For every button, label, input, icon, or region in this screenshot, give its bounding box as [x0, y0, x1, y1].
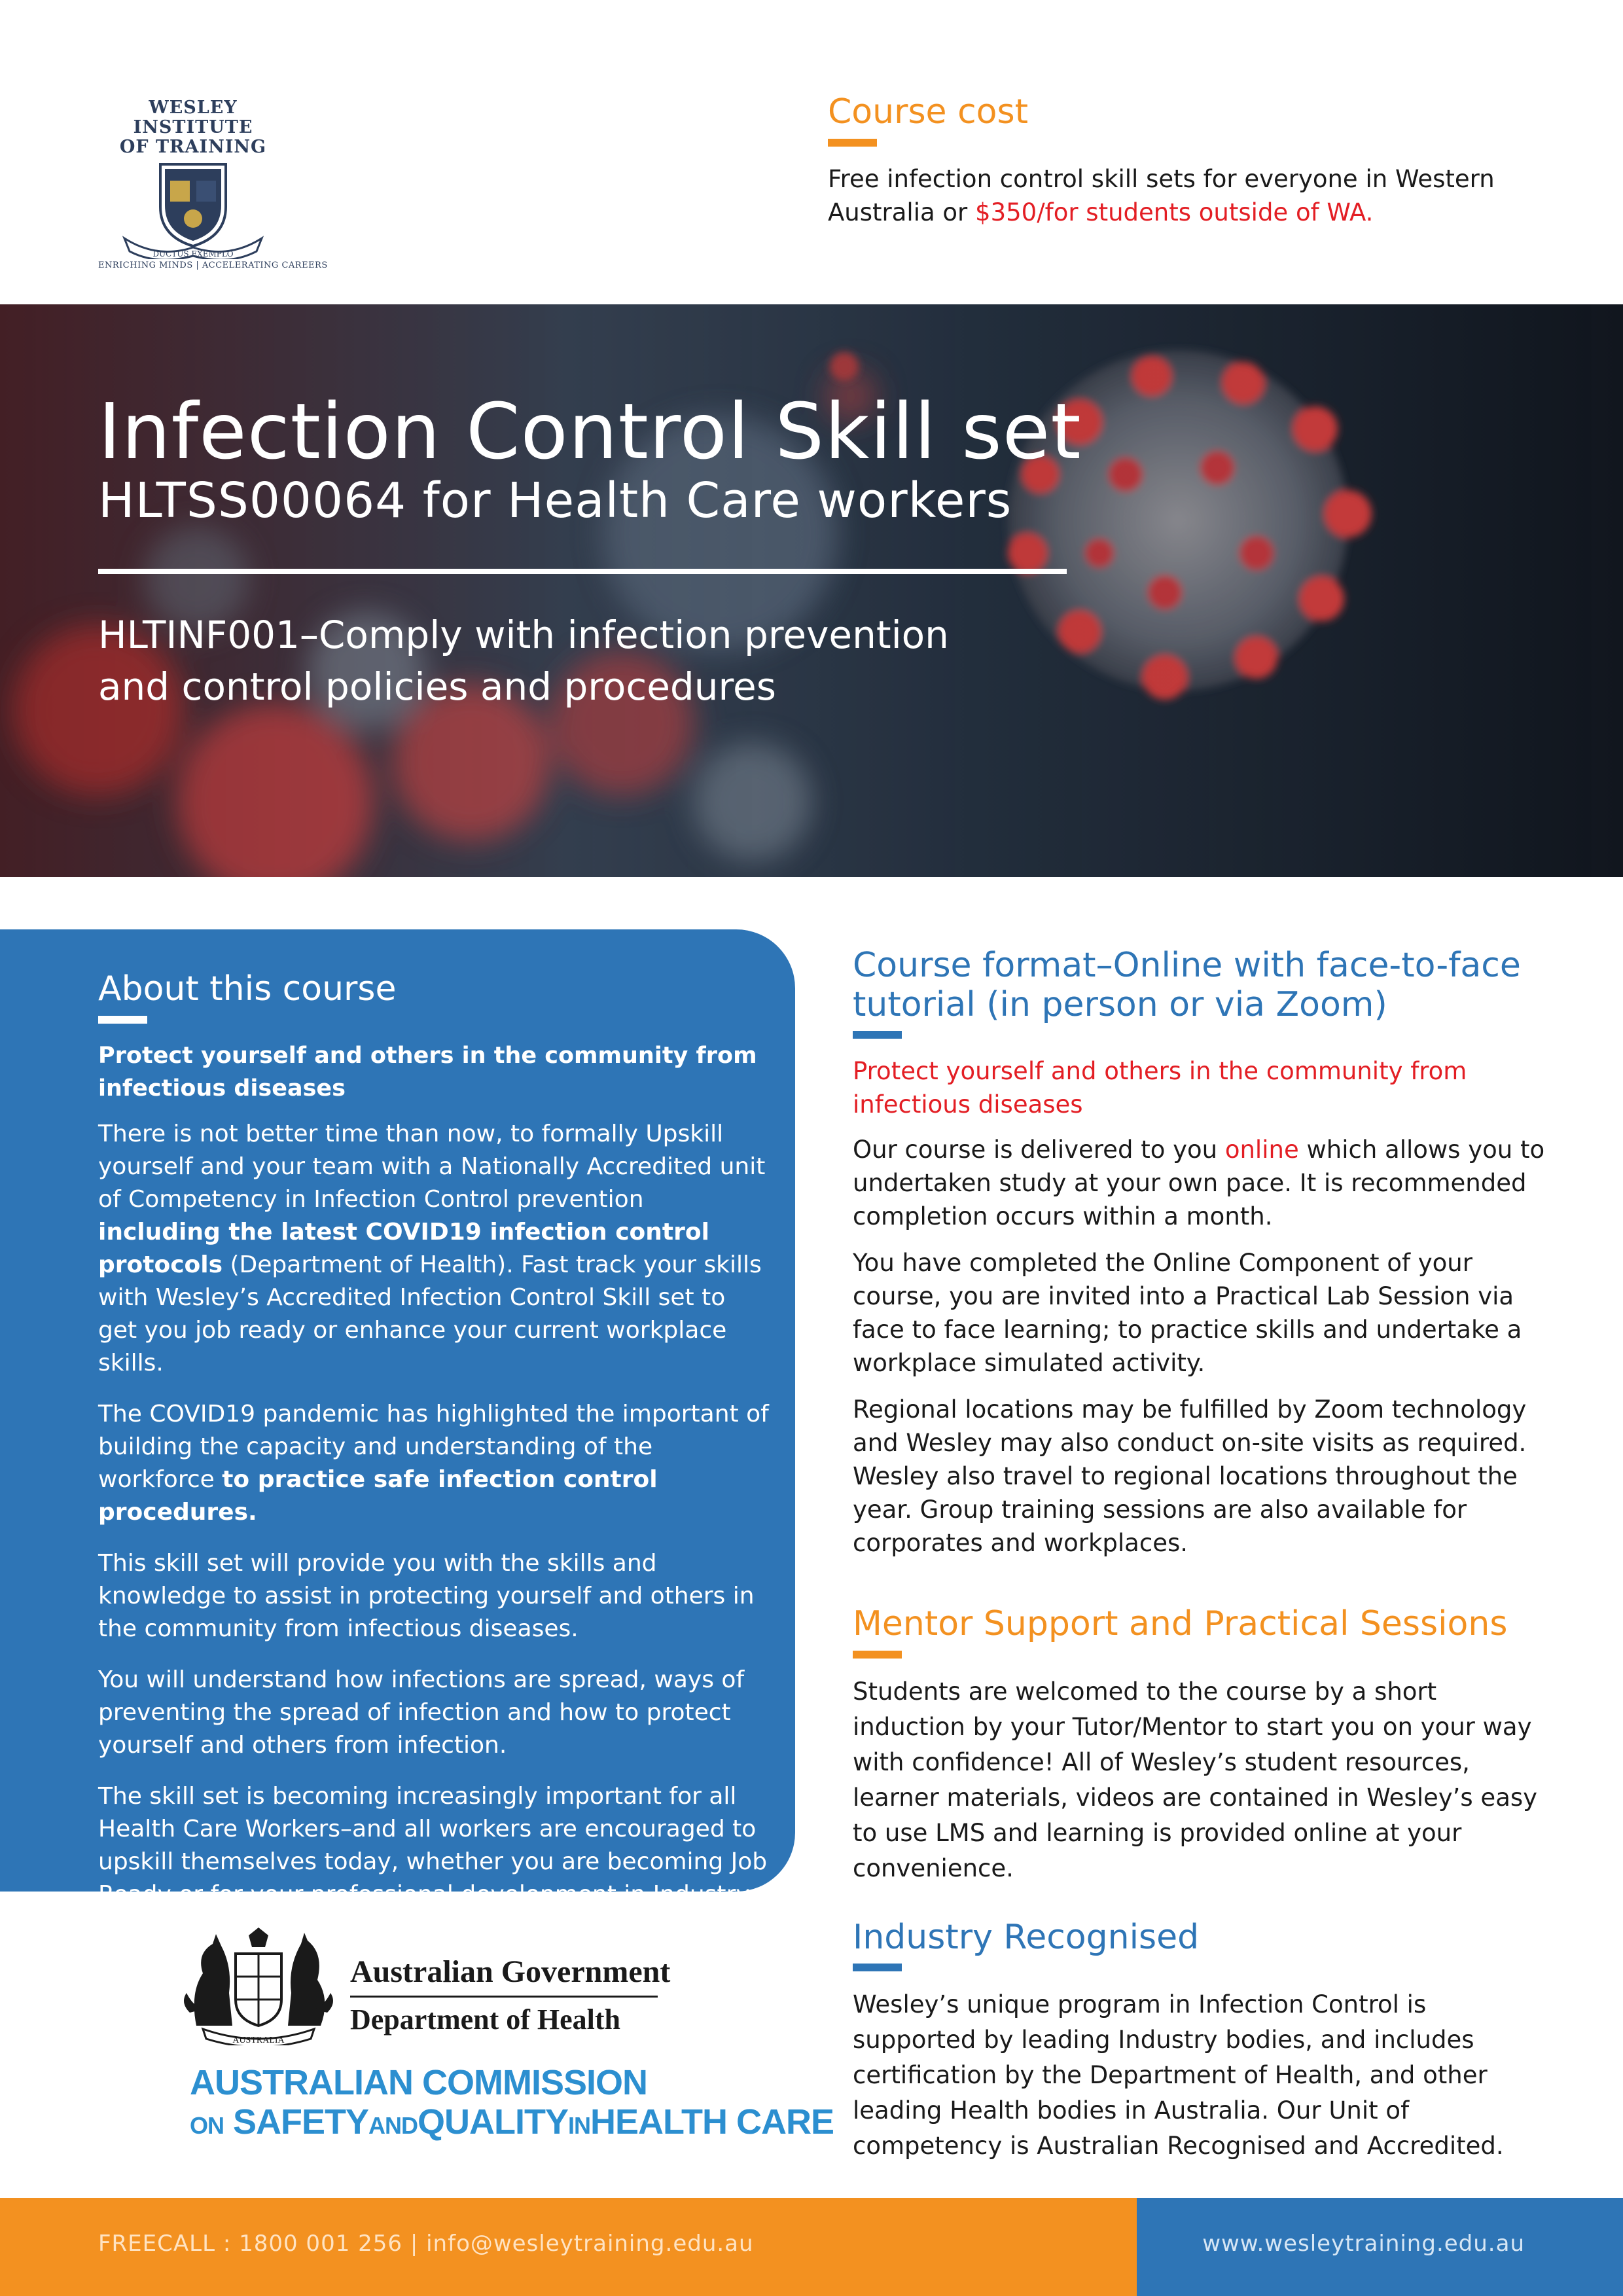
about-paragraph-2 — [98, 1398, 769, 1529]
coat-of-arms-icon — [177, 1928, 340, 2045]
about-course-panel — [0, 929, 795, 1908]
about-paragraph-4: You will understand how infections are spread, ways of preventing the spread of infection and how to protect yourself and others from infection. — [98, 1666, 745, 1759]
course-format-paragraph-1 — [853, 1133, 1546, 1233]
crest-scroll-text: AUSTRALIA — [232, 2036, 285, 2045]
cost-text-plain: Free infection control skill sets for everyone in Western Australia or — [828, 165, 1495, 226]
course-format-paragraph-2: You have completed the Online Component of your course, you are invited into a Practical Lab Session via face to face learning; to practice skills and undertake a workplace simulated activity. — [853, 1249, 1522, 1377]
crest-icon — [118, 161, 268, 259]
format-p1-text-b: which allows you to undertaken study at your own pace. It is recommended completion occurs within a month. — [853, 1136, 1545, 1230]
footer-website-bar — [1137, 2198, 1623, 2296]
logo-tagline: ENRICHING MINDS | ACCELERATING CAREERS — [98, 260, 328, 270]
mentor-support-section — [853, 1604, 1546, 1899]
footer-contact-text[interactable]: FREECALL : 1800 001 256 | info@wesleytraining.edu.au — [98, 2231, 754, 2257]
acsqhc-line2 — [190, 2102, 834, 2145]
course-cost-heading: Course cost — [828, 92, 1028, 132]
acsqhc-and: AND — [368, 2112, 418, 2139]
course-format-section — [853, 946, 1546, 1573]
acsqhc-on: ON — [190, 2112, 224, 2139]
acsqhc-healthcare: HEALTH CARE — [590, 2102, 834, 2142]
industry-recognised-section — [853, 1918, 1546, 2177]
acsqhc-logo — [190, 2063, 834, 2145]
industry-heading: Industry Recognised — [853, 1918, 1200, 1957]
hero-unit-line2: and control policies and procedures — [98, 664, 776, 709]
heading-underline — [853, 1031, 902, 1039]
about-lead: Protect yourself and others in the community from infectious diseases — [98, 1043, 757, 1102]
acsqhc-quality: QUALITY — [418, 2102, 569, 2142]
course-format-heading: Course format–Online with face-to-face tutorial (in person or via Zoom) — [853, 946, 1521, 1024]
format-p1-online: online — [1224, 1136, 1299, 1164]
logo-name-line2: OF TRAINING — [119, 137, 267, 157]
format-p1-text-a: Our course is delivered to you — [853, 1136, 1225, 1164]
industry-text: Wesley’s unique program in Infection Control is supported by leading Industry bodies, and includes certification by the Department of Health, and other leading Health bodies in Australia. Our Unit of competency is Australian Recognised and Accredited. — [853, 1990, 1504, 2160]
about-paragraph-1 — [98, 1118, 769, 1380]
course-cost-section — [828, 92, 1548, 242]
acsqhc-line1: AUSTRALIAN COMMISSION — [190, 2063, 647, 2102]
hero-banner — [0, 304, 1623, 877]
about-p2-bold: to practice safe infection control procedures. — [98, 1466, 658, 1526]
footer-website-link[interactable]: www.wesleytraining.edu.au — [1202, 2231, 1525, 2257]
cost-text-red: $350/for students outside of WA. — [975, 198, 1374, 226]
wesley-logo — [98, 98, 328, 270]
mentor-text: Students are welcomed to the course by a short induction by your Tutor/Mentor to start you on your way with confidence! All of Wesley’s student resources, learner materials, videos are contained in Wesley’s easy to use LMS and learning is provided online at your convenience. — [853, 1677, 1538, 1882]
heading-underline — [853, 1964, 902, 1971]
heading-underline — [98, 1016, 147, 1024]
heading-underline — [853, 1651, 902, 1659]
about-heading: About this course — [98, 969, 397, 1009]
hero-title: Infection Control Skill set — [98, 386, 1082, 476]
about-paragraph-5: The skill set is becoming increasingly important for all Health Care Workers–and all workers are encouraged to upskill themselves today, whether you are becoming Job Ready or for your professional development in Industry. — [98, 1783, 768, 1908]
hero-divider — [98, 569, 1067, 574]
hero-unit-line1: HLTINF001–Comply with infection prevention — [98, 613, 949, 657]
hero-subtitle: HLTSS00064 for Health Care workers — [98, 473, 1012, 529]
acsqhc-in: IN — [568, 2112, 591, 2139]
about-p2-text: The COVID19 pandemic has highlighted the important of building the capacity and understanding of the workforce — [98, 1401, 769, 1493]
hero-unit-title — [98, 609, 1080, 713]
course-format-paragraph-3: Regional locations may be fulfilled by Zoom technology and Wesley may also conduct on-site visits as required. Wesley also travel to regional locations throughout the year. Group training sessions are also available for corporates and workplaces. — [853, 1395, 1527, 1557]
about-paragraph-3: This skill set will provide you with the skills and knowledge to assist in protecting yourself and others in the community from infectious diseases. — [98, 1550, 755, 1642]
course-format-subheading: Protect yourself and others in the community from infectious diseases — [853, 1057, 1467, 1119]
footer-contact-bar — [0, 2198, 1137, 2296]
mentor-heading: Mentor Support and Practical Sessions — [853, 1604, 1508, 1643]
logo-motto: DUCTUS EXEMPLO — [152, 249, 234, 259]
about-p1-bold: including the latest COVID19 infection control protocols — [98, 1219, 709, 1278]
gov-wordmark — [350, 1954, 834, 2038]
acsqhc-safety: SAFETY — [233, 2102, 369, 2142]
about-p1-text-b: (Department of Health). Fast track your skills with Wesley’s Accredited Infection Control Skill set to get you job ready or enhance your current workplace skills. — [98, 1251, 762, 1376]
logo-name-line1: WESLEY INSTITUTE — [133, 98, 253, 137]
heading-underline — [828, 139, 877, 147]
hero-text — [98, 386, 1082, 713]
gov-line-government: Australian Government — [350, 1954, 658, 1998]
about-p1-text-a: There is not better time than now, to formally Upskill yourself and your team with a Nationally Accredited unit of Competency in Infection Control prevention — [98, 1121, 766, 1213]
gov-line-department: Department of Health — [350, 2003, 621, 2036]
course-cost-text — [828, 162, 1548, 229]
